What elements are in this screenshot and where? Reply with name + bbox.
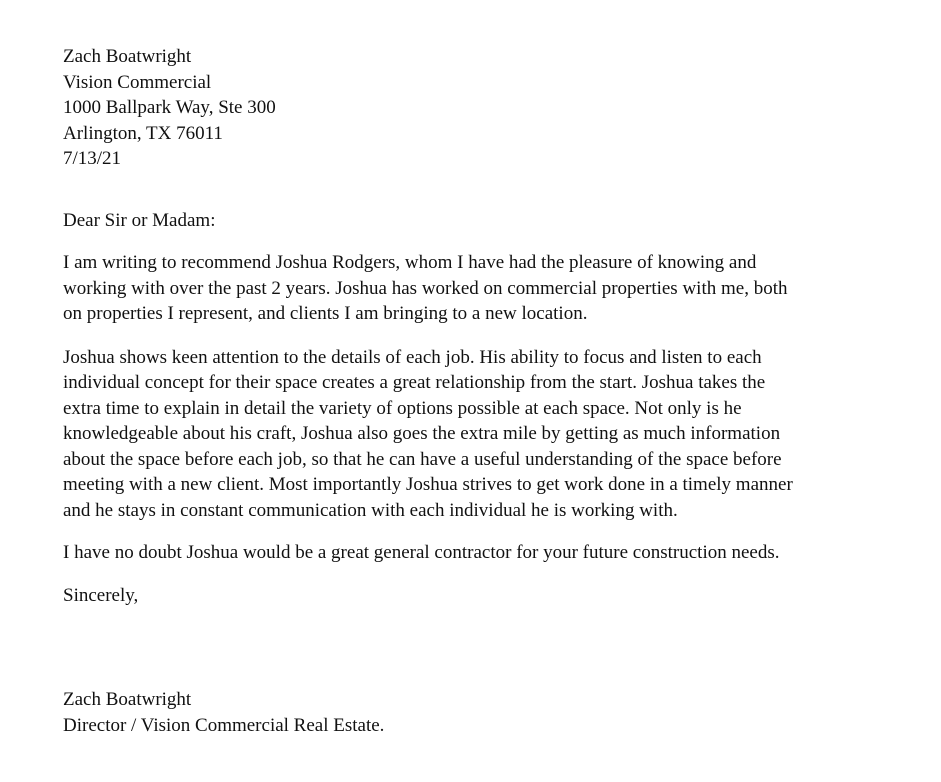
- letter-date: 7/13/21: [63, 148, 122, 169]
- signature-title: Director / Vision Commercial Real Estate.: [63, 714, 385, 736]
- signature-name: Zach Boatwright: [63, 689, 192, 710]
- paragraph-line: on properties I represent, and clients I am bringing to a new location.: [63, 303, 588, 324]
- paragraph-line: I am writing to recommend Joshua Rodgers, whom I have had the pleasure of knowing and: [63, 252, 757, 273]
- paragraph-line: individual concept for their space creates a great relationship from the start. Joshua takes the: [63, 372, 766, 393]
- paragraph-line: about the space before each job, so that he can have a useful understanding of the space before: [63, 448, 782, 470]
- paragraph-line: I have no doubt Joshua would be a great general contractor for your future construction needs.: [63, 542, 780, 563]
- letter-page: [63, 44, 923, 738]
- paragraph-line: Joshua shows keen attention to the details of each job. His ability to focus and listen to each: [63, 346, 762, 368]
- sender-company: Vision Commercial: [63, 71, 212, 93]
- paragraph-line: working with over the past 2 years. Joshua has worked on commercial properties with me, both: [63, 277, 788, 299]
- sender-name: Zach Boatwright: [63, 46, 192, 67]
- signature-block: [63, 687, 923, 738]
- paragraph-3: [63, 540, 923, 566]
- paragraph-1: [63, 250, 923, 327]
- closing-text: Sincerely,: [63, 584, 139, 606]
- salutation: [63, 208, 923, 234]
- closing: [63, 583, 923, 609]
- sender-address-line-1: 1000 Ballpark Way, Ste 300: [63, 97, 276, 118]
- salutation-text: Dear Sir or Madam:: [63, 209, 216, 231]
- paragraph-2: [63, 345, 923, 524]
- paragraph-line: knowledgeable about his craft, Joshua also goes the extra mile by getting as much information: [63, 423, 781, 444]
- paragraph-line: meeting with a new client. Most importantly Joshua strives to get work done in a timely manner: [63, 474, 793, 495]
- sender-address-line-2: Arlington, TX 76011: [63, 122, 223, 144]
- sender-block: [63, 44, 923, 172]
- paragraph-line: and he stays in constant communication with each individual he is working with.: [63, 499, 678, 521]
- paragraph-line: extra time to explain in detail the variety of options possible at each space. Not only is he: [63, 397, 742, 419]
